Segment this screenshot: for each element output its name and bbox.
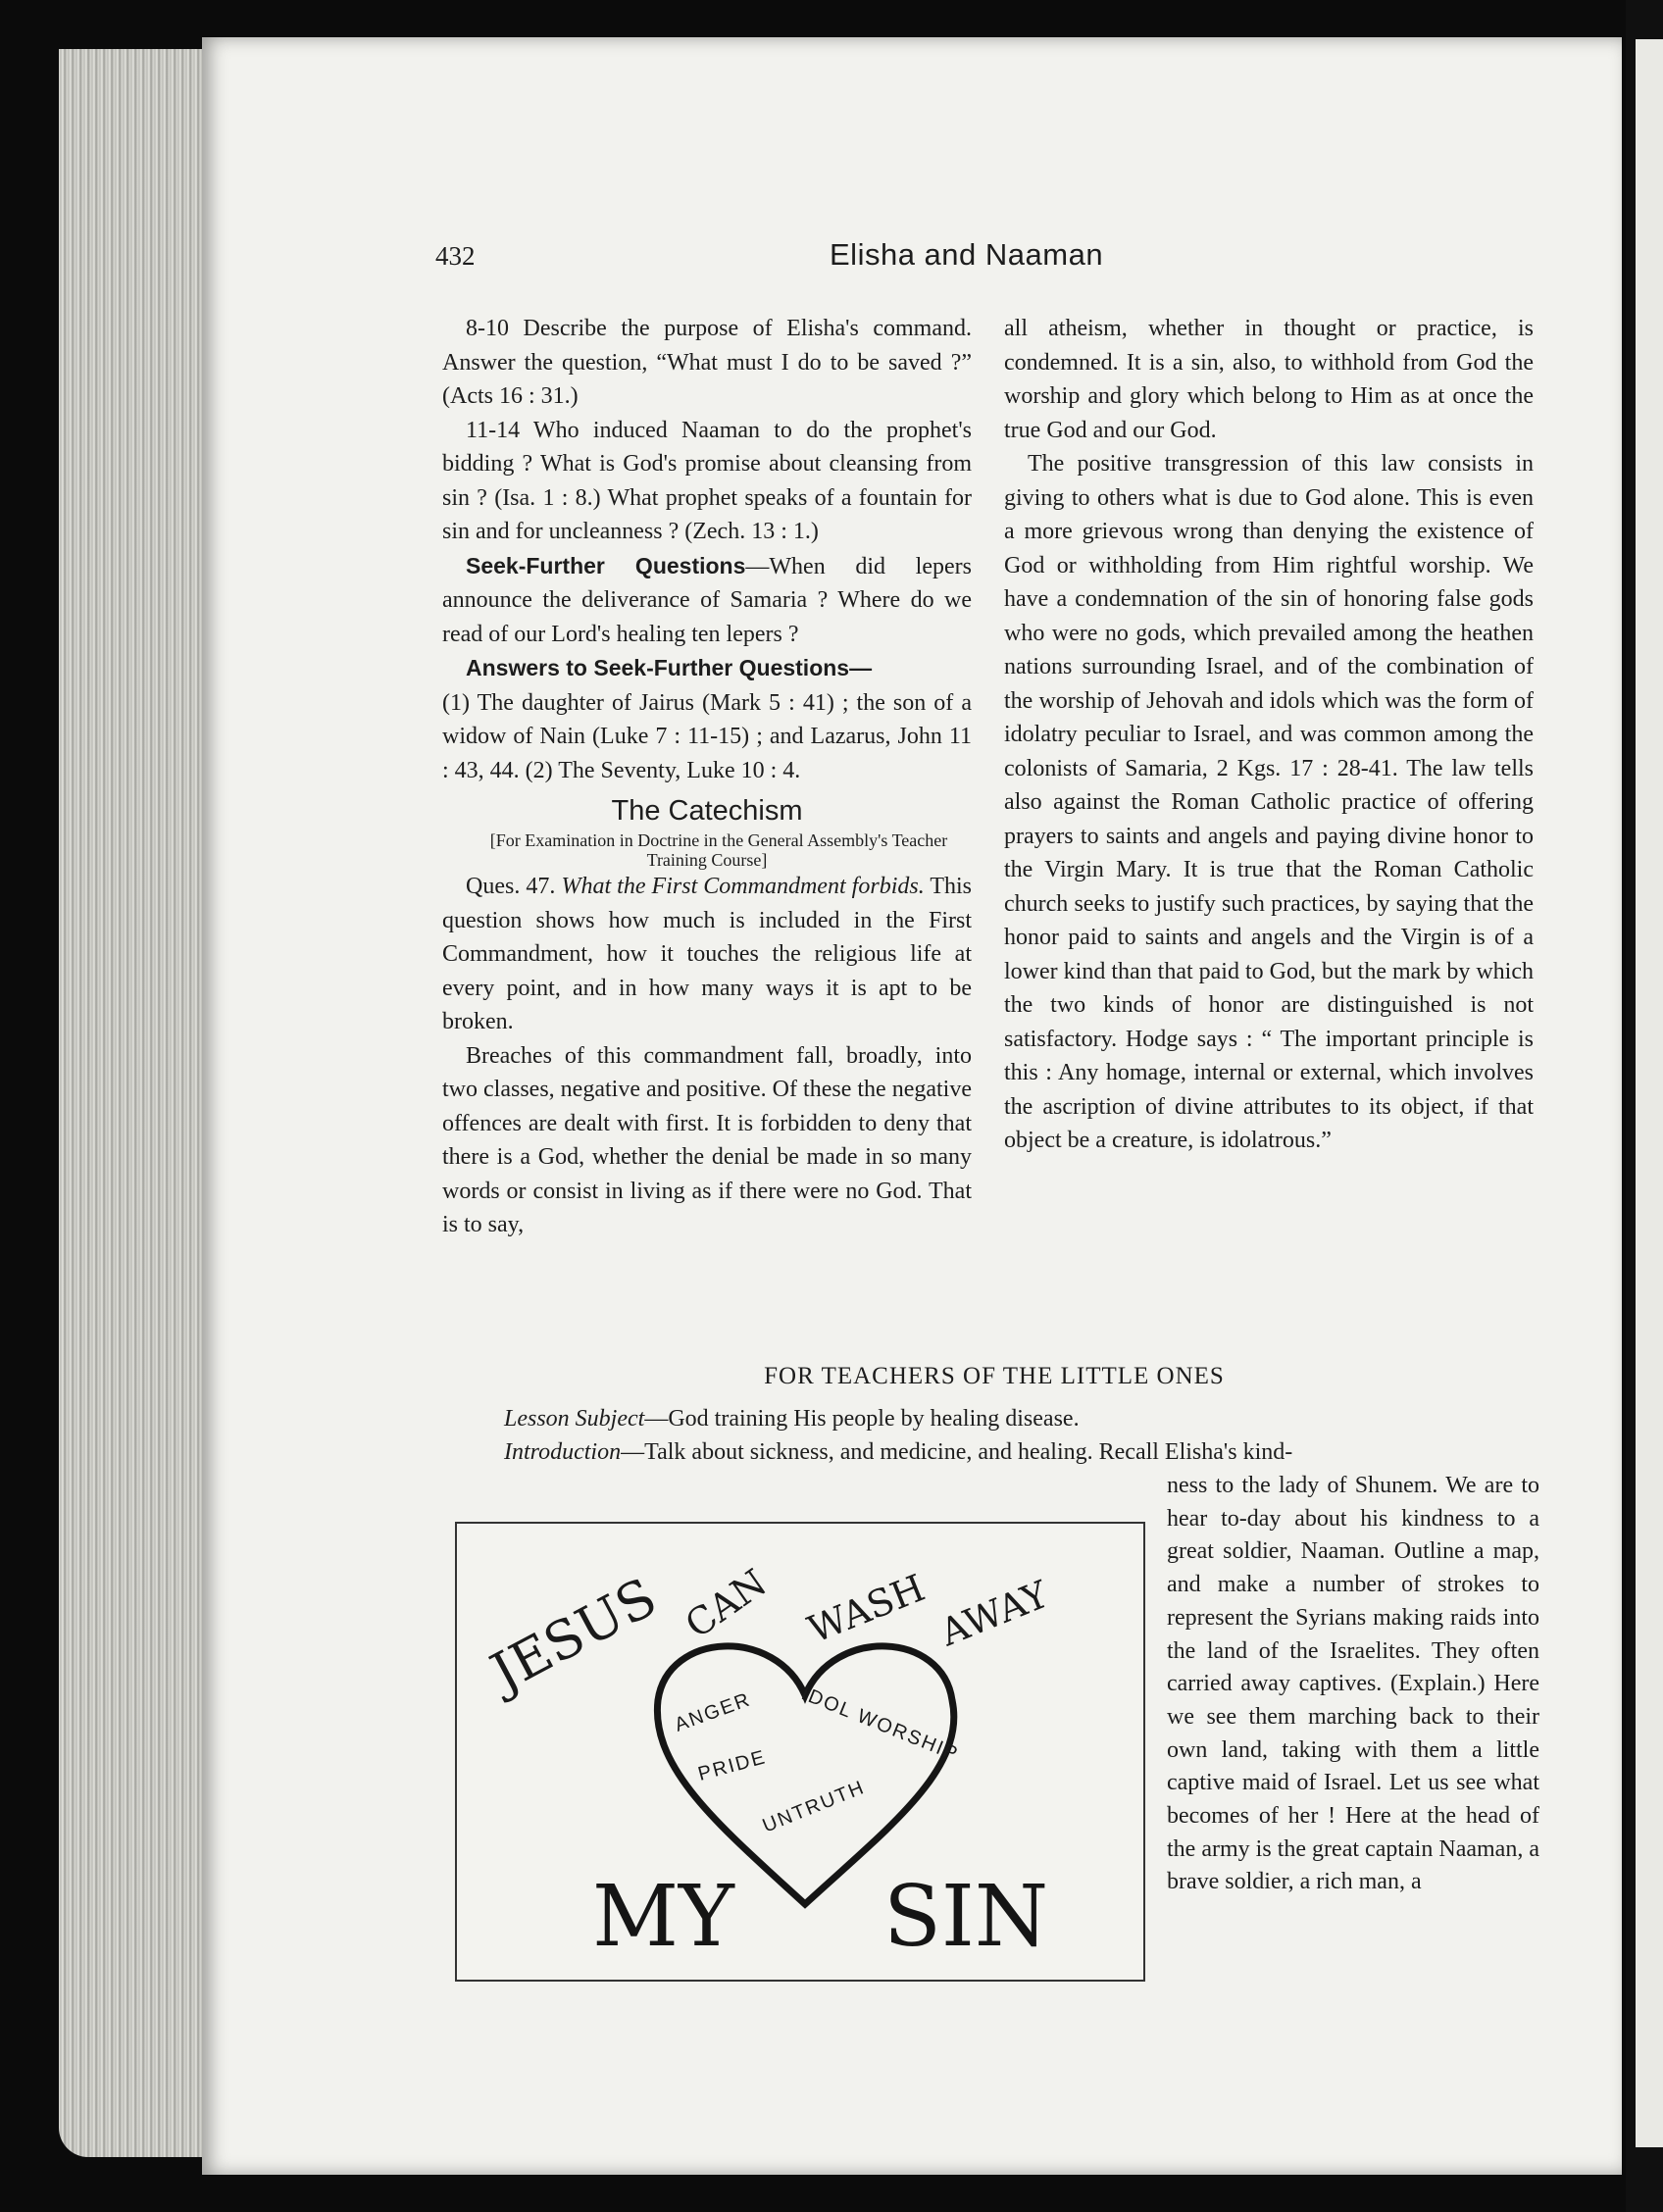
word-can: CAN bbox=[677, 1560, 775, 1647]
book-page-edges bbox=[59, 49, 211, 2157]
lesson-subject bbox=[504, 1402, 1080, 1435]
positive-transgression-paragraph: The positive transgression of this law consists in giving to others what is due to God alone. This is even a more grievous wrong than denying the existence of God or withholding from Him rightful worship. We have a condemnation of the sin of honoring false gods who were no gods, which prevailed among the heathen nations surrounding Israel, and of the combination of the worship of Jehovah and idols which was the form of idolatry peculiar to Israel, and was common among the colonists of Samaria, 2 Kgs. 17 : 28-41. The law tells also against the Roman Catholic practice of offering prayers to saints and angels and paying divine honor to the Virgin Mary. It is true that the Roman Catholic church seeks to justify such practices, by saying that the honor paid to saints and angels and the Virgin is of a lower kind than that paid to God, but the mark by which the two kinds of honor are distinguished is not satisfactory. Hodge says : “ The important principle is this : Any homage, internal or external, which involves the ascription of divine attributes to its object, if that object be a creature, is idolatrous.” bbox=[1004, 451, 1534, 1153]
blackboard-illustration bbox=[455, 1522, 1145, 1982]
running-title: Elisha and Naaman bbox=[830, 237, 1104, 272]
seek-further-questions bbox=[442, 549, 972, 652]
word-jesus: JESUS bbox=[480, 1566, 667, 1704]
answers-lead: Answers to Seek-Further Questions— bbox=[466, 655, 873, 680]
breaches-paragraph: Breaches of this commandment fall, broadly, into two classes, negative and positive. Of these the negative offences are dealt with first. It is forbidden to deny that there is a God, whether the denial be made in so many words or consist in living as if there were no God. That is to say, bbox=[442, 1042, 972, 1237]
heart-word-idol-worship: IDOL WORSHIP bbox=[798, 1683, 962, 1766]
heart-word-anger: ANGER bbox=[672, 1688, 754, 1736]
introduction-continuation: ness to the lady of Shunem. We are to hear to-day about his kindness to a great soldier, Naaman. Outline a map, and make a number of strokes to represent the Syrians making raids into the land of the Israelites. They often carried away captives. (Explain.) Here we see them marching back to their own land, taking with them a little captive maid of Israel. Let us see what becomes of her ! Here at the head of the army is the great captain Naaman, a brave soldier, a rich man, a bbox=[1167, 1473, 1539, 1895]
lesson-subject-text: —God training His people by healing disease. bbox=[644, 1406, 1080, 1432]
lesson-intro-text: —Talk about sickness, and medicine, and healing. Recall Elisha's kind- bbox=[621, 1439, 1293, 1465]
lesson-subject-label: Lesson Subject bbox=[504, 1406, 645, 1432]
lesson-introduction bbox=[504, 1435, 1292, 1469]
answers-text: (1) The daughter of Jairus (Mark 5 : 41) ; the son of a widow of Nain (Luke 7 : 11-15) ; and Lazarus, John 11 : 43, 44. (2) The Seventy, Luke 10 : 4. bbox=[442, 689, 972, 783]
facing-page-edge bbox=[1626, 0, 1663, 2212]
question-47-title: What the First Commandment forbids. bbox=[561, 874, 925, 899]
seek-further-answers bbox=[442, 651, 972, 787]
catechism-note: [For Examination in Doctrine in the General Assembly's Teacher Training Course] bbox=[489, 830, 948, 870]
left-column bbox=[442, 312, 972, 1242]
running-header bbox=[435, 237, 1553, 276]
question-47 bbox=[442, 870, 972, 1039]
word-wash: WASH bbox=[801, 1566, 932, 1652]
seek-further-text: —When did lepers announce the deliverance of Samaria ? Where do we read of our Lord's healing ten lepers ? bbox=[442, 553, 972, 647]
page-number: 432 bbox=[435, 241, 476, 271]
illustration-svg bbox=[457, 1524, 1143, 1980]
right-column bbox=[1004, 312, 1534, 1158]
teachers-heading: FOR TEACHERS OF THE LITTLE ONES bbox=[764, 1363, 1225, 1389]
heart-word-untruth: UNTRUTH bbox=[759, 1776, 869, 1837]
question-47-prefix: Ques. 47. bbox=[466, 874, 562, 899]
heart-word-pride: PRIDE bbox=[695, 1746, 769, 1785]
word-sin: SIN bbox=[883, 1868, 1049, 1966]
question-11-14: 11-14 Who induced Naaman to do the prophet's bidding ? What is God's promise about cleansing from sin ? (Isa. 1 : 8.) What prophet speaks of a fountain for sin and for uncleanness ? (Zech. 13 : 1.) bbox=[442, 417, 972, 544]
seek-further-lead: Seek-Further Questions bbox=[466, 552, 746, 578]
question-47-text: This question shows how much is included in the First Commandment, how it touches the religious life at every point, and in how many ways it is apt to be broken. bbox=[442, 874, 972, 1034]
word-my: MY bbox=[592, 1868, 734, 1966]
atheism-paragraph: all atheism, whether in thought or practice, is condemned. It is a sin, also, to withhold from God the worship and glory which belong to Him as at once the true God and our God. bbox=[1004, 316, 1534, 443]
word-away: AWAY bbox=[933, 1572, 1055, 1655]
lesson-intro-label: Introduction bbox=[504, 1439, 622, 1465]
catechism-title: The Catechism bbox=[611, 795, 803, 827]
question-8-10: 8-10 Describe the purpose of Elisha's command. Answer the question, “What must I do to be saved ?” (Acts 16 : 31.) bbox=[442, 316, 972, 409]
